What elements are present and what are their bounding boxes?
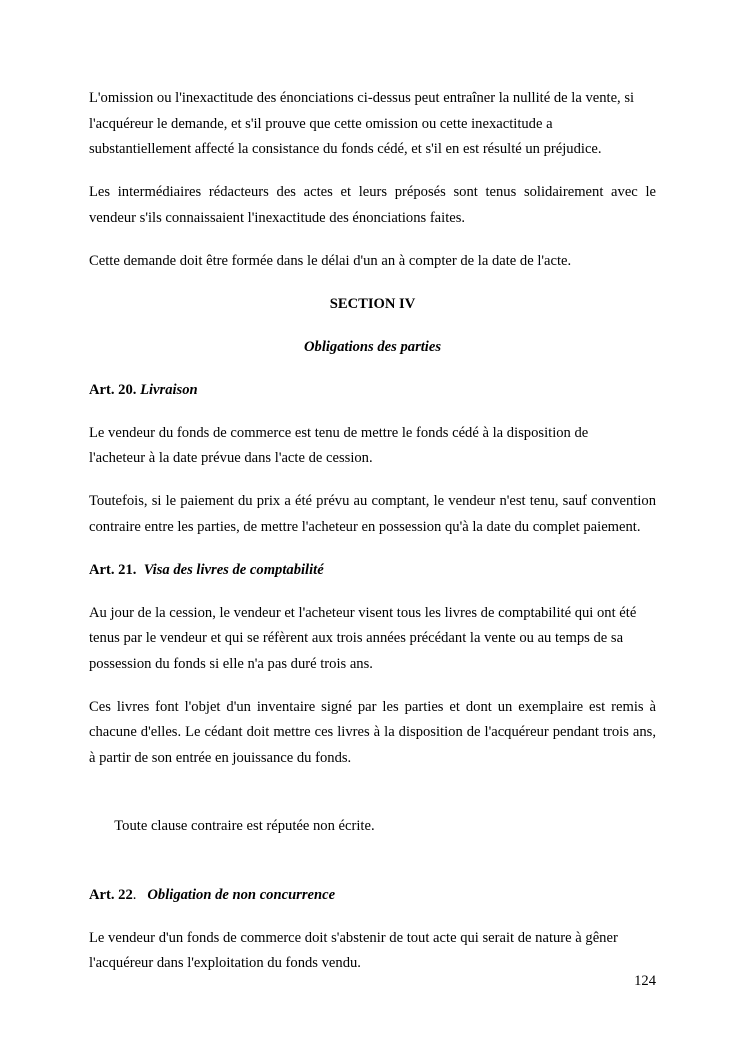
article-number: Art. 20. — [89, 381, 137, 398]
article-title: Visa des livres de comptabilité — [143, 561, 324, 578]
article-number: Art. 21. — [89, 561, 137, 578]
paragraph — [89, 789, 656, 866]
article-number: Art. 22 — [89, 886, 133, 903]
article-title: Obligation de non concurrence — [147, 886, 336, 903]
paragraph-text: Toute clause contraire est réputée non écrite. — [110, 818, 375, 834]
article-heading — [89, 558, 656, 584]
paragraph-text: L'omission ou l'inexactitude des énonciations ci-dessus peut entraîner la nullité de la vente, si l'acquéreur le demande, et s'il prouve que cette omission ou cette inexactitude a substantiellement affecté la consistance du fonds cédé, et s'il en est résulté un préjudice. — [89, 90, 635, 157]
paragraph-text: Cette demande doit être formée dans le délai d'un an à compter de la date de l'acte. — [89, 252, 572, 269]
section-subtitle-text: Obligations des parties — [303, 338, 442, 355]
section-subtitle — [89, 335, 656, 361]
article-title: Livraison — [140, 381, 198, 398]
paragraph-text: Toutefois, si le paiement du prix a été prévu au comptant, le vendeur n'est tenu, sauf convention contraire entre les parties, de mettre l'acheteur en possession qu'à la date du complet paiement. — [89, 493, 656, 535]
paragraph — [89, 695, 656, 772]
paragraph-text: Le vendeur d'un fonds de commerce doit s'abstenir de tout acte qui serait de nature à gêner l'acquéreur dans l'exploitation du fonds vendu. — [89, 929, 618, 971]
paragraph-text: Au jour de la cession, le vendeur et l'acheteur visent tous les livres de comptabilité qui ont été tenus par le vendeur et qui se réfèrent aux trois années précédant la vente ou au temps de sa possession du fonds si elle n'a pas duré trois ans. — [89, 604, 637, 672]
paragraph — [89, 249, 656, 275]
article-heading — [89, 378, 656, 404]
paragraph — [89, 421, 609, 472]
article-heading: Art. 22. Obligation de non concurrence — [89, 886, 336, 903]
paragraph-text: Le vendeur du fonds de commerce est tenu de mettre le fonds cédé à la disposition de l'acheteur à la date prévue dans l'acte de cession. — [89, 424, 589, 466]
paragraph — [89, 926, 639, 977]
paragraph — [89, 180, 656, 231]
paragraph — [89, 489, 656, 540]
paragraph — [89, 86, 654, 163]
paragraph — [89, 601, 649, 678]
paragraph-text: Les intermédiaires rédacteurs des actes et leurs préposés sont tenus solidairement avec le vendeur s'ils connaissaient l'inexactitude des énonciations faites. — [89, 184, 656, 226]
section-title — [89, 292, 656, 318]
page-content — [89, 86, 656, 977]
section-title-text: SECTION IV — [329, 295, 416, 312]
page-number: 124 — [634, 973, 656, 989]
paragraph-text: Ces livres font l'objet d'un inventaire signé par les parties et dont un exemplaire est remis à chacune d'elles. Le cédant doit mettre ces livres à la disposition de l'acquéreur pendant trois ans, à partir de son entrée en jouissance du fonds. — [89, 698, 656, 766]
